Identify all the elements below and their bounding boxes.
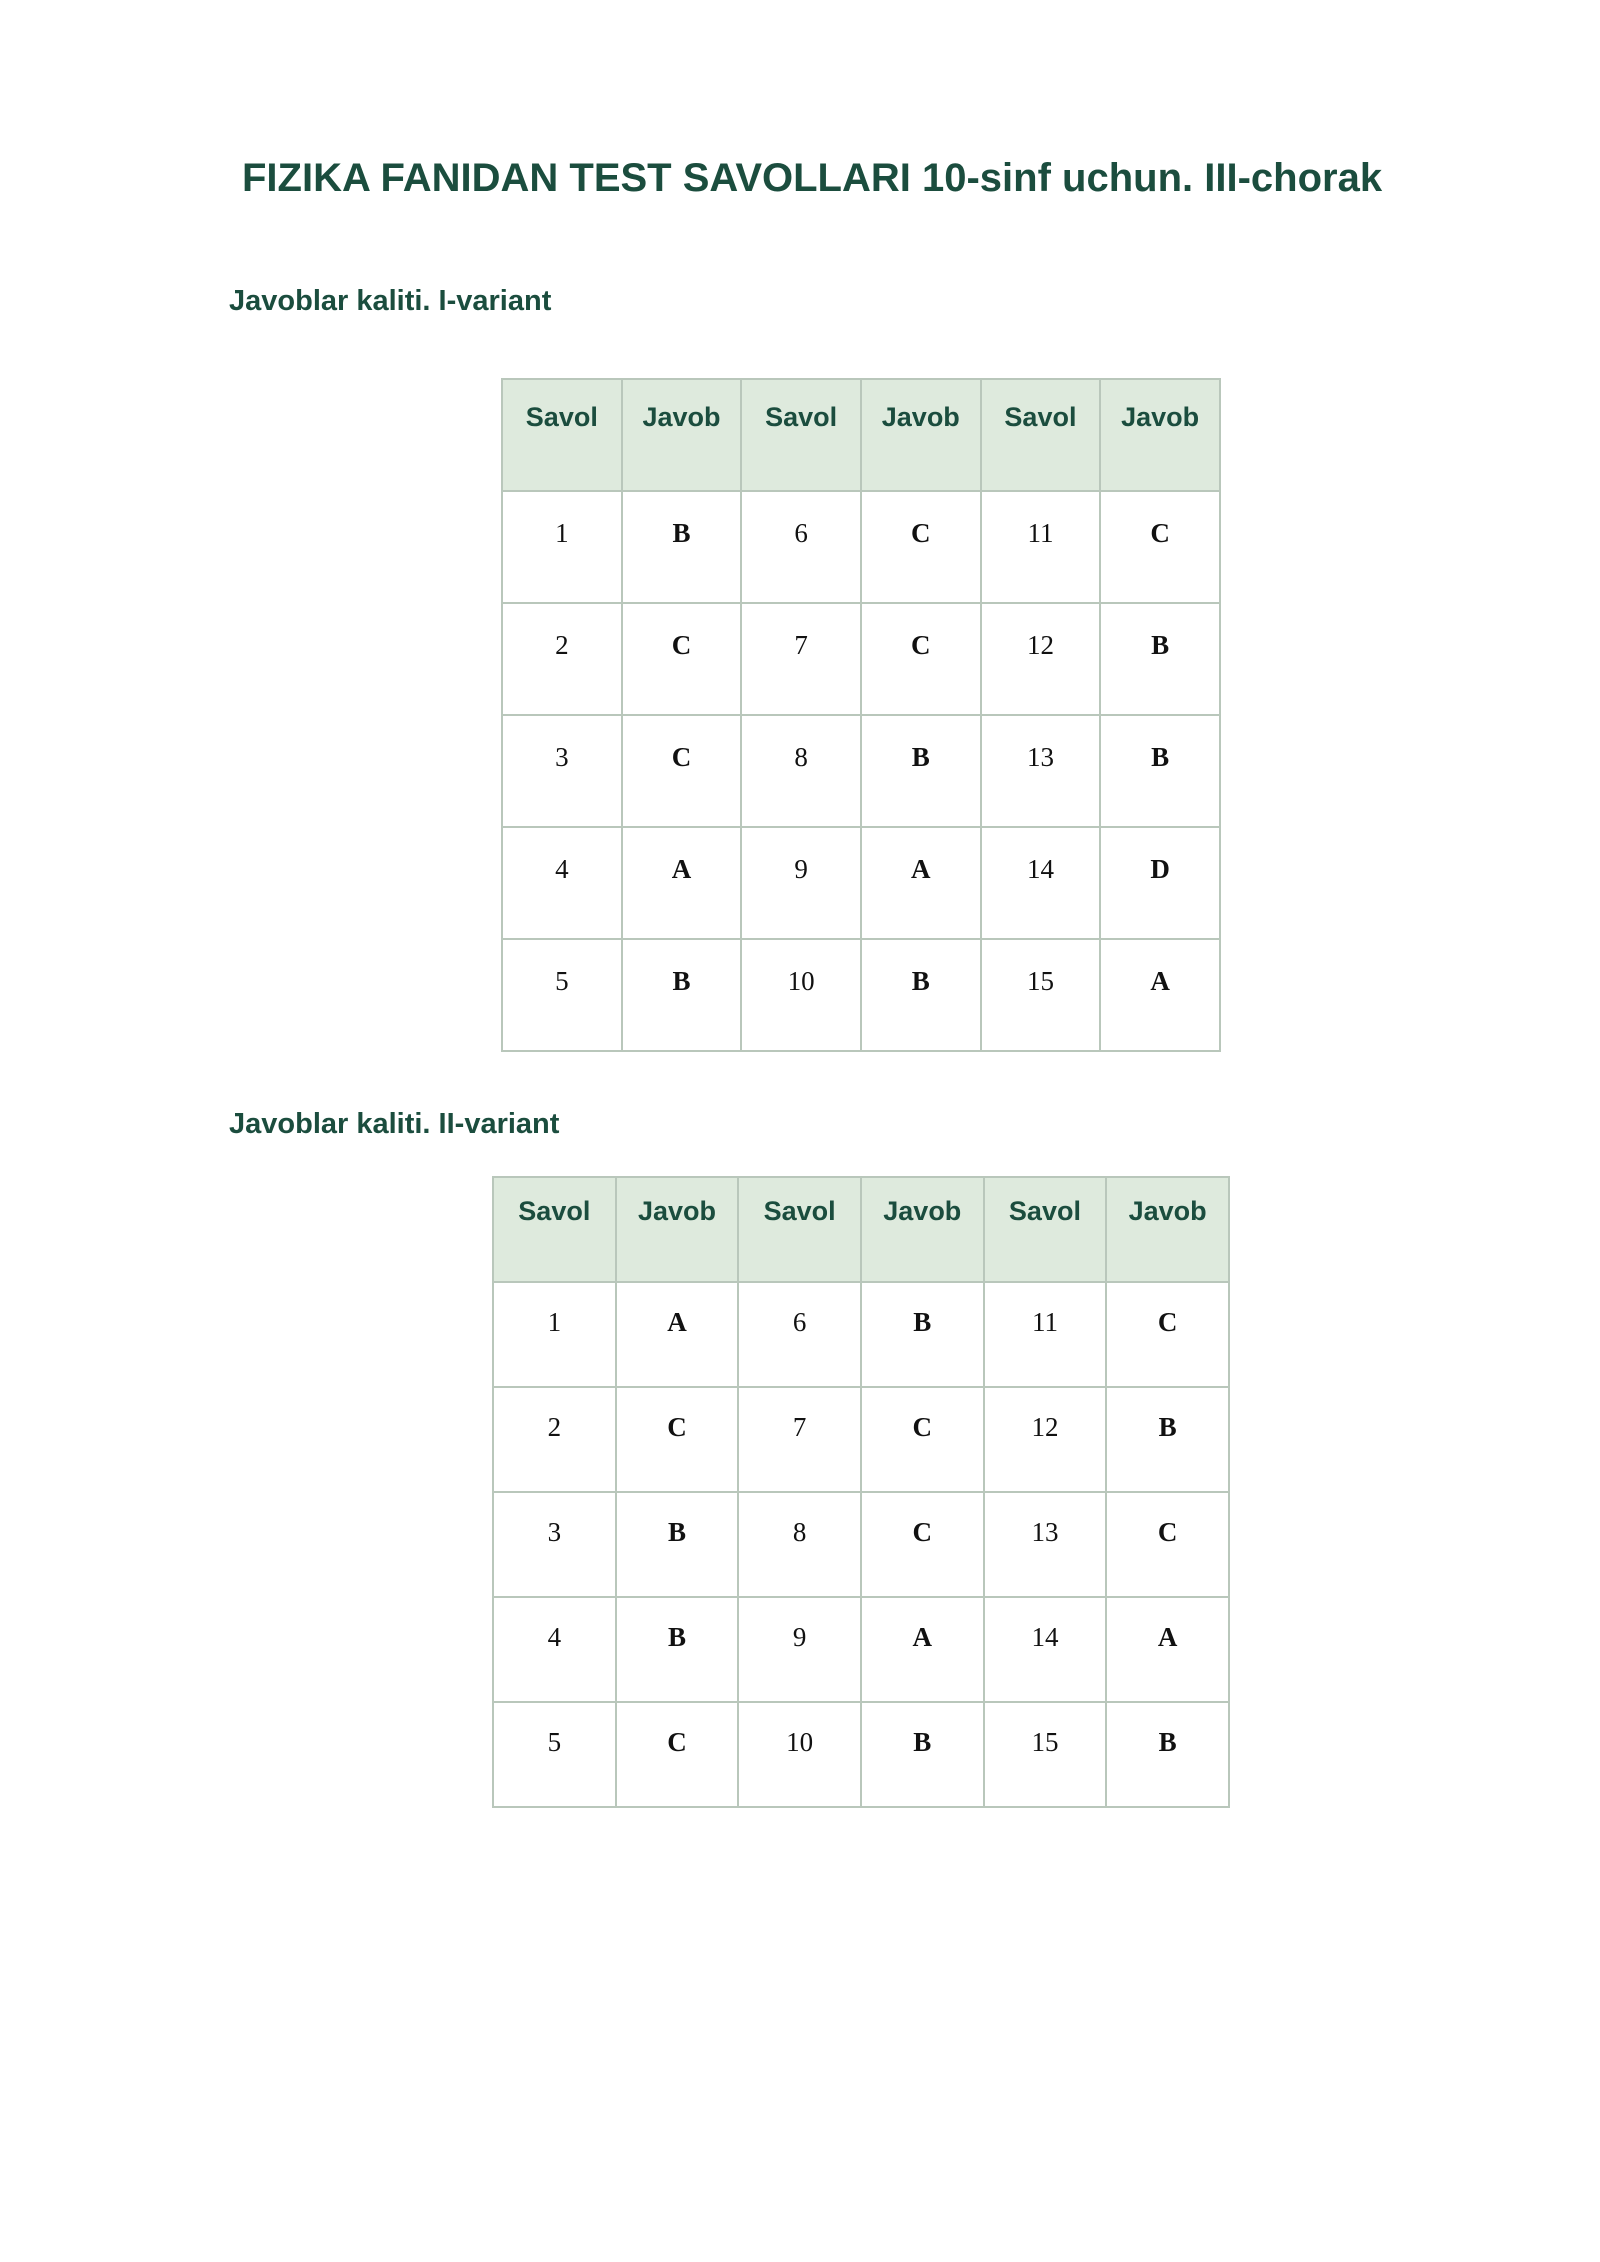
- answer-cell: C: [1100, 491, 1220, 603]
- question-number-cell: 15: [981, 939, 1101, 1051]
- answer-cell: B: [861, 939, 981, 1051]
- question-number-cell: 11: [984, 1282, 1107, 1387]
- answer-key-table-variant-2: [492, 1176, 1230, 1808]
- document-title: FIZIKA FANIDAN TEST SAVOLLARI 10-sinf uchun. III-chorak: [242, 156, 1383, 200]
- answer-cell: D: [1100, 827, 1220, 939]
- answer-cell: C: [622, 603, 742, 715]
- table-row: [493, 1702, 1229, 1807]
- table-row: [493, 1597, 1229, 1702]
- table-row: [502, 491, 1220, 603]
- question-number-cell: 10: [741, 939, 861, 1051]
- question-number-cell: 1: [502, 491, 622, 603]
- question-number-cell: 12: [981, 603, 1101, 715]
- table-row: [502, 603, 1220, 715]
- question-number-cell: 6: [741, 491, 861, 603]
- column-header-savol: Savol: [493, 1177, 616, 1282]
- answer-cell: B: [616, 1597, 739, 1702]
- column-header-savol: Savol: [741, 379, 861, 491]
- answer-cell: B: [622, 939, 742, 1051]
- answer-key-table-variant-1: [501, 378, 1221, 1052]
- answer-cell: C: [622, 715, 742, 827]
- column-header-javob: Javob: [616, 1177, 739, 1282]
- answer-cell: A: [616, 1282, 739, 1387]
- answer-cell: C: [861, 1387, 984, 1492]
- column-header-savol: Savol: [984, 1177, 1107, 1282]
- answer-cell: B: [1106, 1387, 1229, 1492]
- answer-cell: A: [1100, 939, 1220, 1051]
- question-number-cell: 5: [502, 939, 622, 1051]
- answer-cell: A: [1106, 1597, 1229, 1702]
- answer-cell: A: [861, 827, 981, 939]
- column-header-javob: Javob: [622, 379, 742, 491]
- answer-cell: C: [616, 1702, 739, 1807]
- question-number-cell: 7: [741, 603, 861, 715]
- question-number-cell: 1: [493, 1282, 616, 1387]
- question-number-cell: 2: [502, 603, 622, 715]
- table-row: [502, 715, 1220, 827]
- question-number-cell: 13: [984, 1492, 1107, 1597]
- question-number-cell: 8: [738, 1492, 861, 1597]
- answer-cell: A: [861, 1597, 984, 1702]
- table-header-row: [502, 379, 1220, 491]
- question-number-cell: 13: [981, 715, 1101, 827]
- answer-cell: B: [616, 1492, 739, 1597]
- answer-cell: B: [861, 1702, 984, 1807]
- column-header-javob: Javob: [861, 1177, 984, 1282]
- section-heading-variant-1: Javoblar kaliti. I-variant: [229, 285, 552, 317]
- question-number-cell: 4: [493, 1597, 616, 1702]
- answer-cell: C: [616, 1387, 739, 1492]
- answer-cell: C: [861, 603, 981, 715]
- question-number-cell: 9: [741, 827, 861, 939]
- answer-cell: B: [861, 1282, 984, 1387]
- question-number-cell: 15: [984, 1702, 1107, 1807]
- column-header-savol: Savol: [981, 379, 1101, 491]
- question-number-cell: 7: [738, 1387, 861, 1492]
- answer-cell: C: [861, 1492, 984, 1597]
- question-number-cell: 8: [741, 715, 861, 827]
- answer-cell: B: [622, 491, 742, 603]
- answer-cell: B: [1100, 715, 1220, 827]
- question-number-cell: 3: [502, 715, 622, 827]
- question-number-cell: 5: [493, 1702, 616, 1807]
- answer-cell: C: [861, 491, 981, 603]
- answer-cell: B: [1106, 1702, 1229, 1807]
- answer-cell: C: [1106, 1492, 1229, 1597]
- table-header-row: [493, 1177, 1229, 1282]
- table-row: [493, 1387, 1229, 1492]
- section-heading-variant-2: Javoblar kaliti. II-variant: [229, 1108, 560, 1140]
- question-number-cell: 14: [981, 827, 1101, 939]
- question-number-cell: 12: [984, 1387, 1107, 1492]
- table-row: [502, 827, 1220, 939]
- question-number-cell: 14: [984, 1597, 1107, 1702]
- question-number-cell: 11: [981, 491, 1101, 603]
- answer-cell: A: [622, 827, 742, 939]
- table-row: [502, 939, 1220, 1051]
- question-number-cell: 6: [738, 1282, 861, 1387]
- answer-cell: C: [1106, 1282, 1229, 1387]
- column-header-javob: Javob: [1100, 379, 1220, 491]
- question-number-cell: 2: [493, 1387, 616, 1492]
- column-header-savol: Savol: [738, 1177, 861, 1282]
- answer-cell: B: [861, 715, 981, 827]
- question-number-cell: 3: [493, 1492, 616, 1597]
- question-number-cell: 9: [738, 1597, 861, 1702]
- answer-cell: B: [1100, 603, 1220, 715]
- question-number-cell: 4: [502, 827, 622, 939]
- table-row: [493, 1492, 1229, 1597]
- column-header-savol: Savol: [502, 379, 622, 491]
- column-header-javob: Javob: [1106, 1177, 1229, 1282]
- table-row: [493, 1282, 1229, 1387]
- question-number-cell: 10: [738, 1702, 861, 1807]
- column-header-javob: Javob: [861, 379, 981, 491]
